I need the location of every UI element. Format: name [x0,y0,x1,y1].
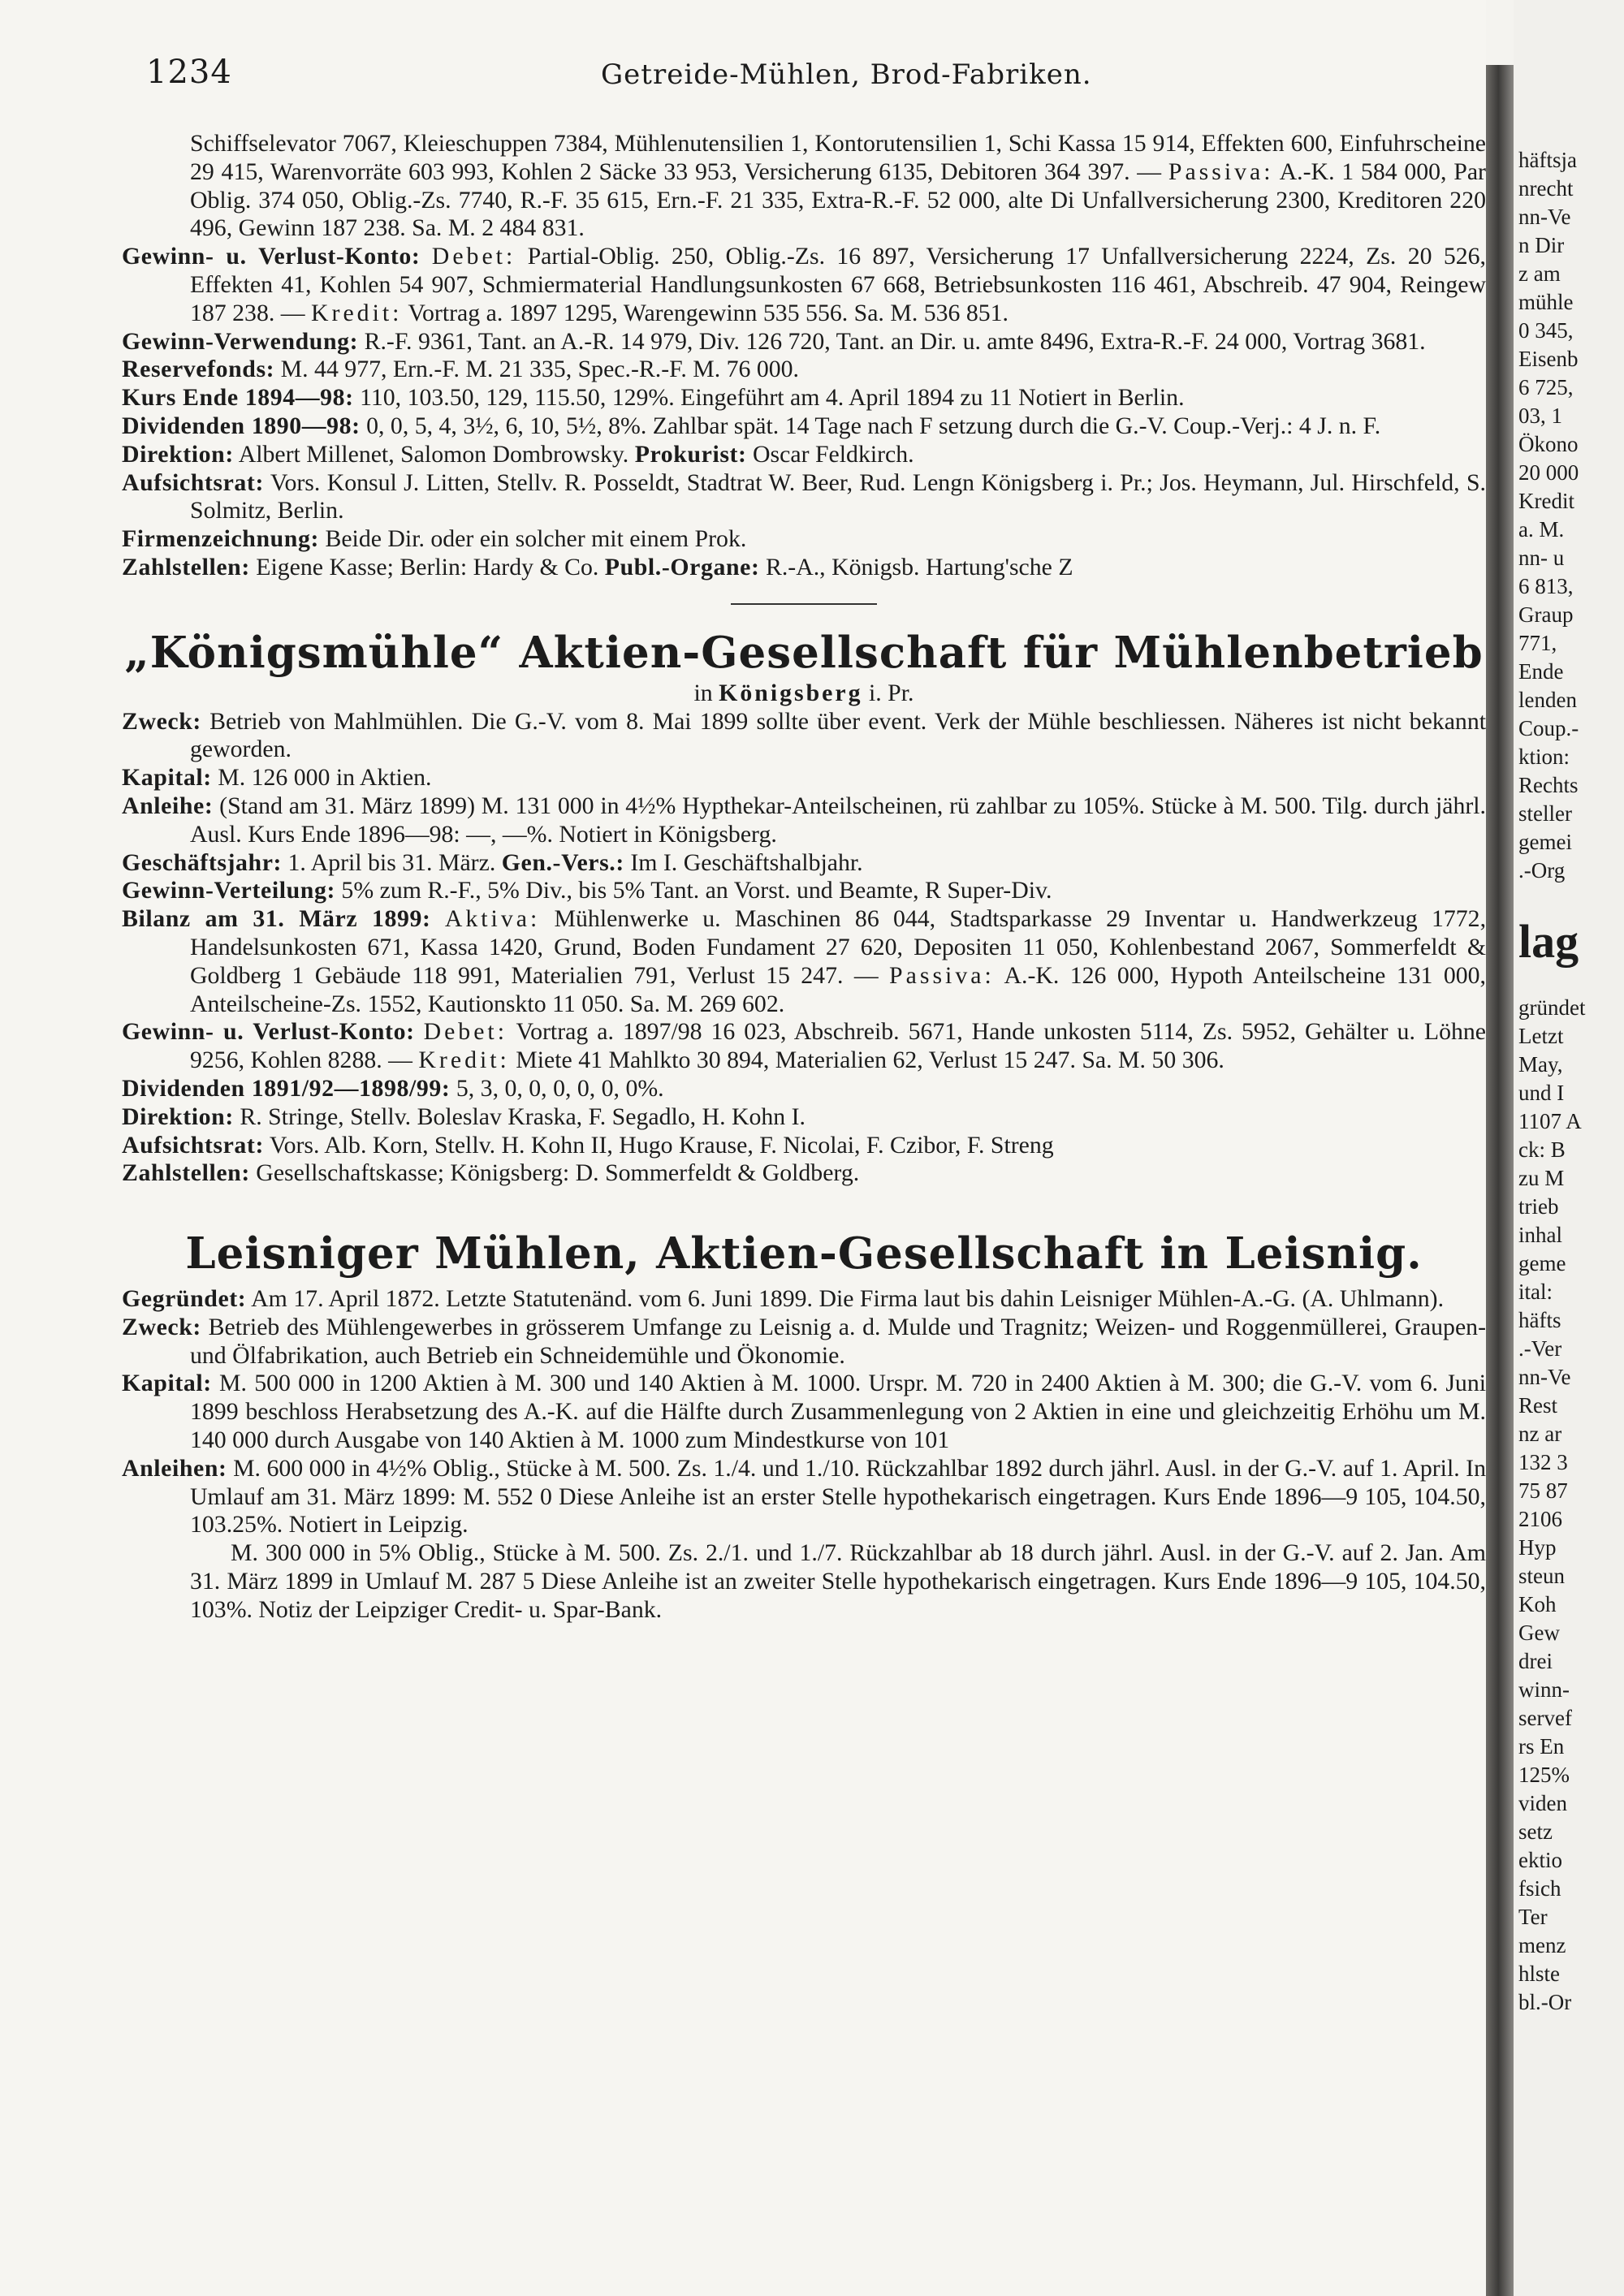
facing-page-text-fragment: Ökono [1518,432,1579,456]
facing-page-text-fragment: Graup [1518,602,1574,627]
facing-page-text-fragment: hlste [1518,1962,1560,1986]
reserve-funds: Reservefonds: M. 44 977, Ern.-F. M. 21 335, Spec.-R.-F. M. 76 000. [122,356,800,383]
loans: Anleihen: M. 600 000 in 4½% Oblig., Stücke à M. 500. Zs. 1./4. und 1./10. Rückzahlbar 1892 durch jährl. Ausl. in der G.-V. auf 1. April. In Umlauf am 31. März 1899: M. 552 0 Diese Anleihe ist an erster Stelle hypothekarisch eingetragen. Kurs Ende 1896—9 105, 104.50, 103.25%. Notiert in Leipzig. [122,1454,1486,1539]
paying-agents: Zahlstellen: Eigene Kasse; Berlin: Hardy & Co. Publ.-Organe: R.-A., Königsb. Hartung'sche Z [122,553,1073,580]
facing-page-text-fragment: 2106 [1518,1507,1562,1531]
section-divider [731,603,877,605]
facing-page-text-fragment: n Dir [1518,233,1565,257]
company-title: Leisniger Mühlen, Aktien-Gesellschaft in Leisnig. [185,1228,1423,1280]
facing-page-text-fragment: und I [1518,1081,1565,1105]
loans-continued: M. 300 000 in 5% Oblig., Stücke à M. 500. Zs. 2./1. und 1./7. Rückzahlbar ab 18 durch jährl. Ausl. in der G.-V. auf 2. Jan. Am 31. März 1899 in Umlauf M. 287 5 Diese Anleihe ist an zweiter Stelle hypothekarisch eingetragen. Kurs Ende 1896—9 105, 104.50, 103%. Notiz der Leipziger Credit- u. Spar-Bank. [190,1539,1486,1623]
facing-page-text-fragment: bl.-Or [1518,1990,1572,2014]
profit-allocation: Gewinn-Verteilung: 5% zum R.-F., 5% Div., bis 5% Tant. an Vorst. und Beamte, R Super-Div. [122,877,1052,904]
facing-page-text-fragment: nn-Ve [1518,1365,1571,1389]
capital: Kapital: M. 500 000 in 1200 Aktien à M. 300 und 140 Aktien à M. 1000. Urspr. M. 720 in 2400 Aktien à M. 300; die G.-V. vom 6. Juni 1899 beschloss Herabsetzung des A.-K. auf die Hälfte durch Zusammenlegung von 2 Aktien in eine und gleichzeitig Erhöhu um M. 140 000 durch Ausgabe von 140 Aktien à M. 1000 zum Mindestkurse von 101 [122,1370,1486,1454]
management: Direktion: Albert Millenet, Salomon Dombrowsky. Prokurist: Oscar Feldkirch. [122,440,914,468]
loan: Anleihe: (Stand am 31. März 1899) M. 131 000 in 4½% Hypthekar-Anteilscheinen, rü zahlbar zu 105%. Stücke à M. 500. Tilg. durch jährl. Ausl. Kurs Ende 1896—98: —, —%. Notiert in Königsberg. [122,792,1487,848]
facing-page-text-fragment: Letzt [1518,1024,1564,1048]
facing-page-fragment [1514,0,1624,2296]
facing-page-text-fragment: nn- u [1518,546,1565,570]
facing-page-text-fragment: ktion: [1518,744,1570,769]
facing-page-text-fragment: 75 87 [1518,1478,1568,1503]
dividends: Dividenden 1890—98: 0, 0, 5, 4, 3½, 6, 10, 5½, 8%. Zahlbar spät. 14 Tage nach F setzung durch die G.-V. Coup.-Verj.: 4 J. n. F. [122,412,1381,439]
facing-page-text-fragment: 125% [1518,1763,1570,1787]
fiscal-year: Geschäftsjahr: 1. April bis 31. März. Gen.-Vers.: Im I. Geschäftshalbjahr. [122,848,863,876]
balance-sheet: Bilanz am 31. März 1899: Aktiva: Mühlenwerke u. Maschinen 86 044, Stadtsparkasse 29 Inventar u. Handwerkzeug 1772, Handelsunkosten 671, Kassa 1420, Grund, Boden Fundament 27 620, Depositen 11 050, Kohlenbestand 2067, Sommerfeldt & Goldberg 1 Gebäude 118 991, Materialien 791, Verlust 15 247. — Passiva: A.-K. 126 000, Hypoth Anteilscheine 131 000, Anteilscheine-Zs. 1552, Kautionskto 11 050. Sa. M. 269 602. [122,905,1487,1017]
facing-page-text-fragment: 771, [1518,631,1557,655]
facing-page-text-fragment: Rechts [1518,773,1579,797]
facing-page-text-fragment: gemei [1518,830,1572,854]
balance-continuation: Schiffselevator 7067, Kleieschuppen 7384, Mühlenutensilien 1, Kontorutensilien 1, Schi Kassa 15 914, Effekten 600, Einfuhrscheine 29 415, Warenvorräte 603 993, Kohlen 2 Säcke 33 953, Versicherung 6135, Debitoren 364 397. — Passiva: A.-K. 1 584 000, Par Oblig. 374 050, Oblig.-Zs. 7740, R.-F. 35 615, Ern.-F. 21 335, Extra-R.-F. 52 000, alte Di Unfallversicherung 2300, Kreditoren 220 496, Gewinn 187 238. Sa. M. 2 484 831. [190,130,1486,242]
facing-page-text-fragment: Gew [1518,1621,1560,1645]
facing-page-text-fragment: 132 3 [1518,1450,1568,1474]
profit-distribution: Gewinn-Verwendung: R.-F. 9361, Tant. an A.-R. 14 979, Div. 126 720, Tant. an Dir. u. amte 8496, Extra-R.-F. 24 000, Vortrag 3681. [122,327,1426,355]
facing-page-text-fragment: Coup.- [1518,716,1579,740]
facing-page-text-fragment: 0 345, [1518,318,1574,343]
facing-page-text-fragment: inhal [1518,1223,1562,1247]
supervisory-board: Aufsichtsrat: Vors. Konsul J. Litten, Stellv. R. Posseldt, Stadtrat W. Beer, Rud. Lengn Königsberg i. Pr.; Jos. Heymann, Jul. Hirschfeld, S. Solmitz, Berlin. [122,468,1486,524]
facing-page-text-fragment: lenden [1518,688,1577,712]
facing-page-text-fragment: .-Ver [1518,1336,1562,1361]
facing-page-text-fragment: winn- [1518,1677,1570,1702]
facing-page-text-fragment: Eisenb [1518,347,1579,371]
facing-page-text-fragment: mühle [1518,290,1574,314]
facing-page-text-fragment: setz [1518,1819,1553,1844]
header-title: Getreide-Mühlen, Brod-Fabriken. [601,58,1092,91]
facing-page-text-fragment: zu M [1518,1166,1565,1190]
facing-page-text-fragment: Hyp [1518,1535,1557,1560]
entry-continued [122,130,1486,582]
facing-page-text-fragment: Ter [1518,1905,1548,1929]
facing-page-text-fragment: ck: B [1518,1137,1566,1162]
facing-page-text-fragment: steller [1518,801,1572,826]
management: Direktion: R. Stringe, Stellv. Boleslav Kraska, F. Segadlo, H. Kohn I. [122,1103,806,1130]
company-title: „Königsmühle“ Aktien-Gesellschaft für Mühlenbetrieb [124,627,1484,678]
entry-koenigsmuehle [122,626,1486,1188]
facing-page-text-fragment: häfts [1518,1308,1561,1332]
dividends: Dividenden 1891/92—1898/99: 5, 3, 0, 0, 0, 0, 0, 0%. [122,1074,664,1102]
facing-page-text-fragment: viden [1518,1791,1567,1815]
facing-page-text-fragment: nrecht [1518,176,1574,201]
facing-page-text-fragment: drei [1518,1649,1553,1673]
page-number: 1234 [146,54,232,91]
facing-page-text-fragment: steun [1518,1564,1565,1588]
signature-rules: Firmenzeichnung: Beide Dir. oder ein solcher mit einem Prok. [122,525,747,553]
facing-page-text-fragment: 6 725, [1518,375,1574,399]
section-spacer [122,1188,1486,1227]
facing-page-text-fragment: Rest [1518,1393,1558,1418]
facing-page-text-fragment: 03, 1 [1518,404,1562,428]
facing-page-text-fragment: trieb [1518,1194,1559,1219]
facing-page-text-fragment: nz ar [1518,1422,1562,1446]
facing-page-text-fragment: ital: [1518,1280,1553,1304]
facing-page-text-fragment: geme [1518,1251,1566,1275]
facing-page-text-fragment: 1107 A [1518,1109,1582,1133]
facing-page-text-fragment: nn-Ve [1518,205,1571,229]
profit-loss-account: Gewinn- u. Verlust-Konto: Debet: Partial-Oblig. 250, Oblig.-Zs. 16 897, Versicherung 17 Unfallversicherung 2224, Zs. 20 526, Effekten 41, Kohlen 54 907, Schmiermaterial Handlungsunkosten 67 668, Betriebsunkosten 116 461, Abschreib. 47 904, Reingew 187 238. — Kredit: Vortrag a. 1897 1295, Warengewinn 535 556. Sa. M. 536 851. [122,243,1487,326]
facing-page-text-fragment: lag [1518,915,1579,968]
paying-agents: Zahlstellen: Gesellschaftskasse; Königsberg: D. Sommerfeldt & Goldberg. [122,1159,860,1187]
capital: Kapital: M. 126 000 in Aktien. [122,764,432,792]
facing-page-text-fragment: häftsja [1518,148,1577,172]
facing-page-text-fragment: rs En [1518,1734,1565,1759]
facing-page-text-fragment: servef [1518,1706,1572,1730]
facing-page-text-fragment: fsich [1518,1876,1561,1901]
book-gutter-shadow [1486,65,1514,2296]
facing-page-text-fragment: 20 000 [1518,460,1579,485]
running-header [146,54,1478,102]
company-location: in Königsberg i. Pr. [693,679,914,706]
profit-loss-account: Gewinn- u. Verlust-Konto: Debet: Vortrag a. 1897/98 16 023, Abschreib. 5671, Hande unkosten 5114, Zs. 5952, Gehälter u. Löhne 9256, Kohlen 8288. — Kredit: Miete 41 Mahlkto 30 894, Materialien 62, Verlust 15 247. Sa. M. 50 306. [122,1018,1486,1074]
founded: Gegründet: Am 17. April 1872. Letzte Statutenänd. vom 6. Juni 1899. Die Firma laut bis dahin Leisniger Mühlen-A.-G. (A. Uhlmann). [122,1285,1445,1313]
facing-page-text-fragment: Koh [1518,1592,1557,1616]
facing-page-text-fragment: gründet [1518,995,1586,1020]
facing-page-text-fragment: .-Org [1518,858,1566,883]
facing-page-text-fragment: z am [1518,261,1561,286]
facing-page-text-fragment: a. M. [1518,517,1565,542]
purpose: Zweck: Betrieb von Mahlmühlen. Die G.-V. vom 8. Mai 1899 sollte über event. Verk der Mühle beschliessen. Näheres ist nicht bekannt geworden. [122,707,1487,763]
share-price: Kurs Ende 1894—98: 110, 103.50, 129, 115.50, 129%. Eingeführt am 4. April 1894 zu 11 Notiert in Berlin. [122,384,1185,412]
facing-page-text-fragment: Ende [1518,659,1564,684]
facing-page-text-fragment: Kredit [1518,489,1574,513]
facing-page-text-fragment: ektio [1518,1848,1562,1872]
facing-page-text-fragment: May, [1518,1052,1563,1077]
entry-leisniger-muehlen [122,1227,1486,1625]
page-content [122,130,1486,1625]
facing-page-text-fragment: menz [1518,1933,1566,1957]
supervisory-board: Aufsichtsrat: Vors. Alb. Korn, Stellv. H. Kohn II, Hugo Krause, F. Nicolai, F. Czibor, F. Streng [122,1131,1054,1159]
purpose: Zweck: Betrieb des Mühlengewerbes in grösserem Umfange zu Leisnig a. d. Mulde und Tragnitz; Weizen- und Roggenmüllerei, Graupen- und Ölfabrikation, auch Betrieb ein Schneidemühle und Ökonomie. [122,1313,1486,1369]
facing-page-text-fragment: 6 813, [1518,574,1574,598]
